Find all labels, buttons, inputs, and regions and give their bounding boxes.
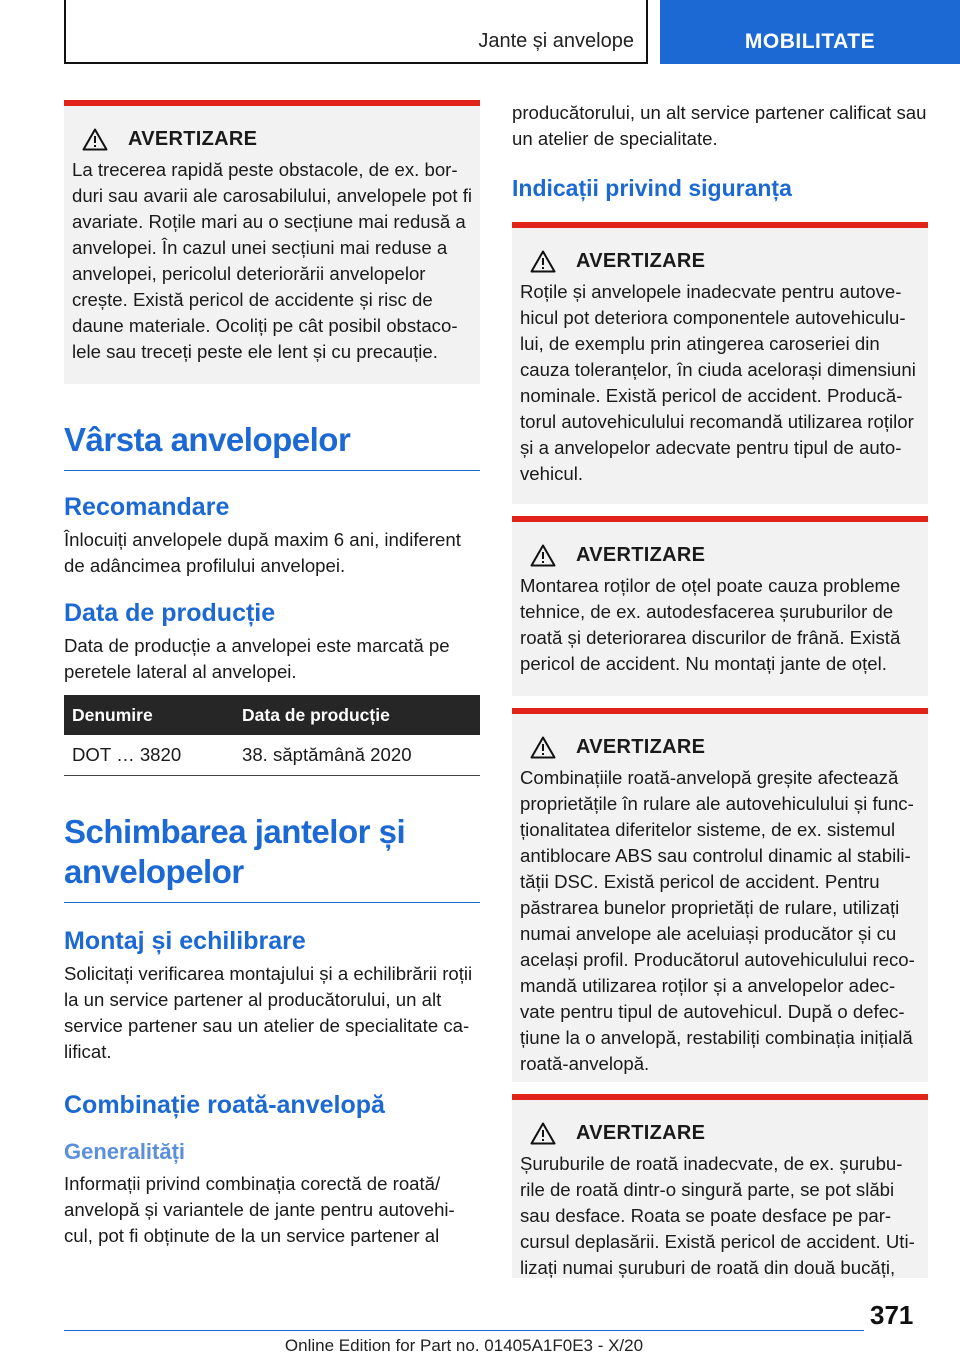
chapter-tab — [64, 0, 648, 64]
mounting-text: Solicitați verificarea montajului și a echilibrării roții la un service partener al producătorului, un alt service partener sau un atelier de specialitate ca-lificat. — [64, 963, 473, 1062]
heading-safety: Indicații privind siguranța — [512, 175, 792, 201]
footer-divider — [64, 1330, 864, 1331]
section-title: MOBILITATE — [744, 30, 876, 53]
warning-title: AVERTIZARE — [576, 544, 706, 566]
heading-tire-age: Vârsta anvelopelor — [64, 420, 480, 471]
warning-header — [530, 250, 920, 273]
production-date-text: Data de producție a anvelopei este marcată pe peretele lateral al anvelopei. — [64, 635, 450, 682]
section-tab — [660, 0, 960, 64]
recommendation-text: Înlocuiți anvelopele după maxim 6 ani, indiferent de adâncimea profilului anvelopei. — [64, 529, 461, 576]
warning-text: Combinațiile roată-anvelopă greșite afectează proprietățile în rulare ale autovehiculului și func-ționalitatea diferitelor sisteme, de ex. sistemul antiblocare ABS sau controlul dinamic al stabili-tății DSC. Există pericol de accident. Pentru păstrarea bunelor proprietăți de rulare, utilizați numai anvelope ale aceluiași producător și cu același profil. Producătorul autovehiculului reco-mandă utilizarea roților și a anvelopelor adec-vate pentru tipul de autovehicul. După o defec-țiune la o anvelopă, restabiliți combinația inițială roată-anvelopă. — [520, 767, 915, 1074]
heading-mounting: Montaj și echilibrare — [64, 927, 306, 955]
warning-text: Montarea roților de oțel poate cauza probleme tehnice, de ex. autodesfacerea șuruburilor de roată și deteriorarea discurilor de frână. Există pericol de accident. Nu montați jante de oțel. — [520, 575, 901, 674]
warning-box — [512, 708, 928, 1082]
warning-title: AVERTIZARE — [128, 128, 258, 150]
heading-production-date: Data de producție — [64, 599, 276, 627]
page-number: 371 — [870, 1300, 914, 1330]
footer-edition: Online Edition for Part no. 01405A1F0E3 - X/20 — [284, 1336, 644, 1355]
heading-general: Generalități — [64, 1139, 186, 1164]
warning-title: AVERTIZARE — [576, 1122, 706, 1144]
warning-text: Șuruburile de roată inadecvate, de ex. șurubu-rile de roată dintr-o singură parte, se pot slăbi sau desface. Roata se poate desface pe par-cursul deplasării. Există pericol de accident. Uti-lizați numai șuruburi de roată din două bucăți, — [520, 1153, 915, 1278]
table-cell-name: DOT … 3820 — [64, 735, 234, 776]
heading-wheel-tire-combination: Combinație roată-anvelopă — [64, 1091, 385, 1119]
table-header-name: Denumire — [64, 695, 234, 735]
warning-box — [512, 516, 928, 696]
table-header-row — [64, 695, 480, 735]
warning-header — [530, 736, 920, 759]
warning-box — [64, 100, 480, 384]
warning-title: AVERTIZARE — [576, 736, 706, 758]
heading-recommendation: Recomandare — [64, 493, 230, 521]
warning-triangle-icon — [530, 736, 556, 759]
table-row — [64, 735, 480, 776]
warning-text: La trecerea rapidă peste obstacole, de ex. bor-duri sau avarii ale carosabilului, anvelopele pot fi avariate. Roțile mari au o secțiune mai redusă a anvelopei. În cazul unei secțiuni mai reduse a anvelopei, pericolul deteriorării anvelopelor crește. Există pericol de accidente și risc de daune materiale. Ocoliți pe cât posibil obstaco-lele sau treceți peste ele lent și cu precauție. — [72, 159, 473, 362]
general-text: Informații privind combinația corectă de roată/ anvelopă și variantele de jante pentru autovehi-cul, pot fi obținute de la un service partener al — [64, 1173, 455, 1246]
continued-text: producătorului, un alt service partener calificat sau un atelier de specialitate. — [512, 102, 927, 149]
production-date-table — [64, 695, 480, 776]
table-header-date: Data de producție — [234, 695, 480, 735]
warning-box — [512, 1094, 928, 1278]
warning-triangle-icon — [530, 250, 556, 273]
warning-title: AVERTIZARE — [576, 250, 706, 272]
right-column — [512, 100, 928, 1278]
warning-box — [512, 222, 928, 504]
warning-header — [82, 128, 472, 151]
warning-triangle-icon — [82, 128, 108, 151]
table-cell-date: 38. săptămână 2020 — [234, 735, 480, 776]
heading-changing-wheels: Schimbarea jantelor și anvelopelor — [64, 812, 480, 903]
warning-header — [530, 544, 920, 567]
warning-triangle-icon — [530, 1122, 556, 1145]
warning-triangle-icon — [530, 544, 556, 567]
chapter-title: Jante și anvelope — [478, 30, 634, 52]
left-column — [64, 100, 480, 1249]
warning-header — [530, 1122, 920, 1145]
warning-text: Roțile și anvelopele inadecvate pentru autove-hicul pot deteriora componentele autovehiculu-lui, de exemplu prin atingerea caroseriei din cauza toleranțelor, în ciuda acelorași dimensiuni nominale. Există pericol de accident. Producă-torul autovehiculului recomandă utilizarea roților și a anvelopelor adecvate pentru tipul de auto-vehicul. — [520, 281, 916, 484]
